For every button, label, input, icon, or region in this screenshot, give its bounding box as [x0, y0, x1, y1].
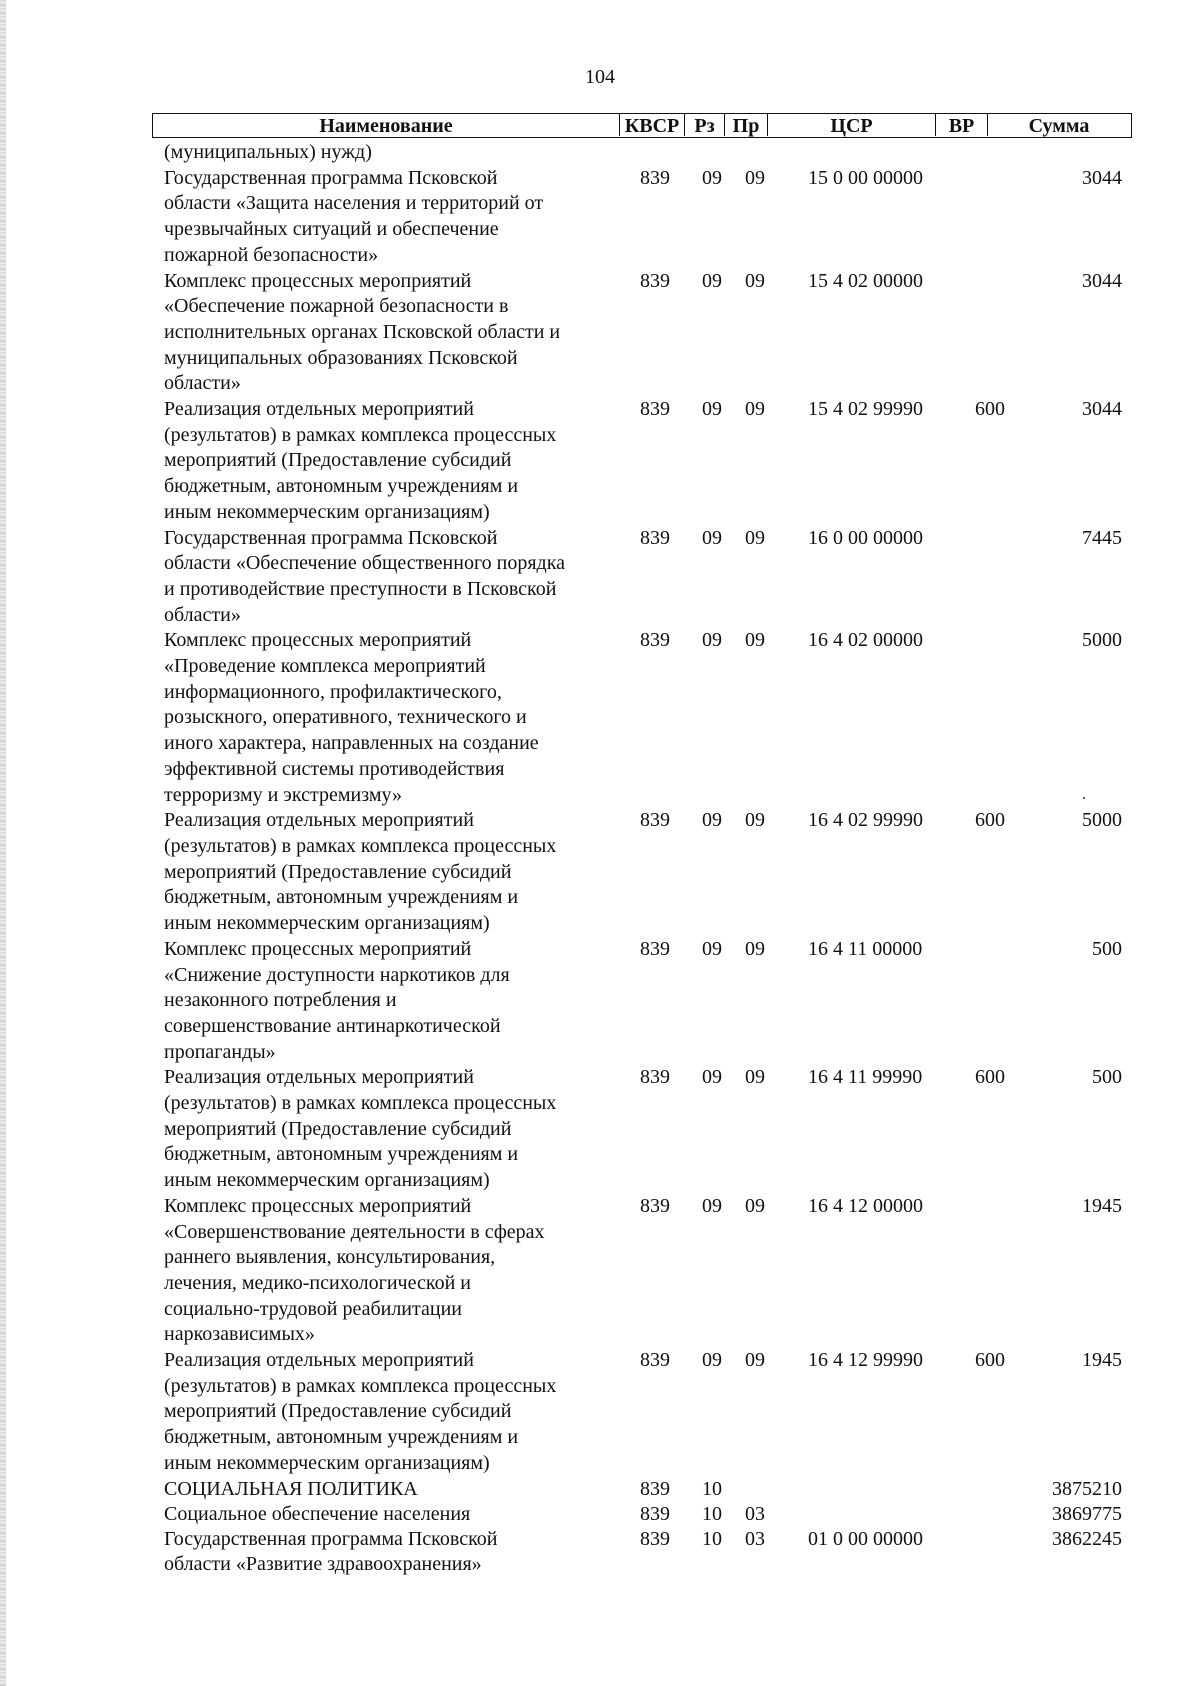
row-rz: 10	[702, 1502, 722, 1525]
row-kvsr: 839	[640, 629, 670, 652]
row-kvsr: 839	[640, 398, 670, 421]
row-kvsr: 839	[640, 809, 670, 832]
row-vr: 600	[975, 1349, 1005, 1372]
row-rz: 09	[702, 937, 722, 960]
row-kvsr: 839	[640, 526, 670, 549]
row-csr: 01 0 00 00000	[808, 1527, 923, 1550]
row-rz: 09	[702, 1194, 722, 1217]
row-pr: 09	[745, 269, 765, 292]
header-csr: ЦСР	[767, 114, 935, 136]
row-pr: 09	[745, 629, 765, 652]
row-name: Комплекс процессных мероприятий «Проведение комплекса мероприятий информационного, профилактического, розыскного, оперативного, технического и иного характера, направленных на создание эффективной системы противодействия терроризму и экстремизму»	[164, 629, 539, 806]
table-row	[0, 1194, 1200, 1348]
row-name: Социальное обеспечение населения	[164, 1502, 471, 1525]
row-csr: 16 4 02 00000	[808, 629, 923, 652]
row-kvsr: 839	[640, 1477, 670, 1500]
row-rz: 09	[702, 398, 722, 421]
table-row	[0, 1065, 1200, 1194]
table-body	[0, 140, 1200, 1577]
header-rz: Рз	[684, 114, 724, 136]
table-row	[0, 937, 1200, 1066]
row-sum: 5000	[1082, 809, 1122, 832]
table-row	[0, 1502, 1200, 1527]
row-kvsr: 839	[640, 1527, 670, 1550]
row-csr: 15 4 02 99990	[808, 398, 923, 421]
table-row	[0, 140, 1200, 166]
row-sum: 500	[1092, 1066, 1122, 1089]
row-kvsr: 839	[640, 1194, 670, 1217]
row-sum: 7445	[1082, 526, 1122, 549]
row-vr: 600	[975, 398, 1005, 421]
row-name: Государственная программа Псковской области «Обеспечение общественного порядка и противодействие преступности в Псковской области»	[164, 526, 566, 626]
row-vr: 600	[975, 809, 1005, 832]
row-pr: 09	[745, 1194, 765, 1217]
row-csr: 16 4 02 99990	[808, 809, 923, 832]
row-rz: 09	[702, 809, 722, 832]
row-pr: 09	[745, 166, 765, 189]
row-kvsr: 839	[640, 1502, 670, 1525]
row-sum: 3869775	[1052, 1502, 1122, 1525]
row-csr: 16 4 12 99990	[808, 1349, 923, 1372]
row-csr: 16 4 12 00000	[808, 1194, 923, 1217]
row-kvsr: 839	[640, 269, 670, 292]
row-pr: 09	[745, 937, 765, 960]
row-vr: 600	[975, 1066, 1005, 1089]
table-row	[0, 1527, 1200, 1577]
row-sum: 3044	[1082, 166, 1122, 189]
row-sum: 3044	[1082, 398, 1122, 421]
row-sum: 1945	[1082, 1349, 1122, 1372]
table-row	[0, 166, 1200, 269]
scan-speck	[1083, 797, 1085, 799]
row-csr: 16 0 00 00000	[808, 526, 923, 549]
row-pr: 09	[745, 1349, 765, 1372]
header-name: Наименование	[319, 115, 453, 137]
row-csr: 16 4 11 00000	[808, 937, 923, 960]
table-row	[0, 269, 1200, 398]
row-rz: 10	[702, 1527, 722, 1550]
header-vr: ВР	[935, 114, 987, 136]
row-rz: 09	[702, 629, 722, 652]
row-name: Реализация отдельных мероприятий (результатов) в рамках комплекса процессных мероприятий (Предоставление субсидий бюджетным, автономным учреждениям и иным некоммерческим организациям)	[164, 1349, 557, 1474]
table-row	[0, 397, 1200, 526]
table-row	[0, 526, 1200, 629]
row-csr: 15 4 02 00000	[808, 269, 923, 292]
row-pr: 09	[745, 398, 765, 421]
row-rz: 09	[702, 166, 722, 189]
row-csr: 16 4 11 99990	[808, 1066, 923, 1089]
row-pr: 03	[745, 1527, 765, 1550]
row-rz: 09	[702, 1349, 722, 1372]
row-csr: 15 0 00 00000	[808, 166, 923, 189]
row-kvsr: 839	[640, 937, 670, 960]
table-row	[0, 1477, 1200, 1502]
table-header	[152, 113, 1132, 138]
row-name: Комплекс процессных мероприятий «Обеспечение пожарной безопасности в исполнительных органах Псковской области и муниципальных образованиях Псковской области»	[164, 269, 561, 395]
header-pr: Пр	[724, 114, 767, 136]
page-number: 104	[585, 66, 615, 88]
row-pr: 09	[745, 809, 765, 832]
row-name: Реализация отдельных мероприятий (результатов) в рамках комплекса процессных мероприятий (Предоставление субсидий бюджетным, автономным учреждениям и иным некоммерческим организациям)	[164, 1066, 557, 1192]
header-kvsr: КВСР	[619, 114, 684, 136]
table-row	[0, 1348, 1200, 1477]
row-name: СОЦИАЛЬНАЯ ПОЛИТИКА	[164, 1477, 418, 1500]
row-sum: 1945	[1082, 1194, 1122, 1217]
row-rz: 09	[702, 526, 722, 549]
row-name: Реализация отдельных мероприятий (результатов) в рамках комплекса процессных мероприятий (Предоставление субсидий бюджетным, автономным учреждениям и иным некоммерческим организациям)	[164, 809, 557, 935]
row-name: Реализация отдельных мероприятий (результатов) в рамках комплекса процессных мероприятий (Предоставление субсидий бюджетным, автономным учреждениям и иным некоммерческим организациям)	[164, 398, 557, 523]
table-row	[0, 808, 1200, 937]
row-kvsr: 839	[640, 1066, 670, 1089]
row-sum: 3862245	[1052, 1527, 1122, 1550]
row-sum: 5000	[1082, 629, 1122, 652]
row-rz: 09	[702, 269, 722, 292]
row-name: Государственная программа Псковской области «Развитие здравоохранения»	[164, 1527, 498, 1575]
row-name: Комплекс процессных мероприятий «Совершенствование деятельности в сферах раннего выявления, консультирования, лечения, медико-психологической и социально-трудовой реабилитации наркозависимых»	[164, 1194, 545, 1346]
row-pr: 03	[745, 1502, 765, 1525]
row-name: Комплекс процессных мероприятий «Снижение доступности наркотиков для незаконного потребления и совершенствование антинаркотической пропаганды»	[164, 937, 510, 1063]
table-row	[0, 628, 1200, 808]
row-sum: 3044	[1082, 269, 1122, 292]
row-kvsr: 839	[640, 1349, 670, 1372]
header-sum: Сумма	[987, 114, 1130, 136]
row-name: (муниципальных) нужд)	[164, 141, 372, 163]
row-pr: 09	[745, 526, 765, 549]
row-sum: 500	[1092, 937, 1122, 960]
row-rz: 10	[702, 1477, 722, 1500]
row-name: Государственная программа Псковской области «Защита населения и территорий от чрезвычайных ситуаций и обеспечение пожарной безопасности»	[164, 166, 544, 266]
row-sum: 3875210	[1052, 1477, 1122, 1500]
row-kvsr: 839	[640, 166, 670, 189]
row-pr: 09	[745, 1066, 765, 1089]
row-rz: 09	[702, 1066, 722, 1089]
